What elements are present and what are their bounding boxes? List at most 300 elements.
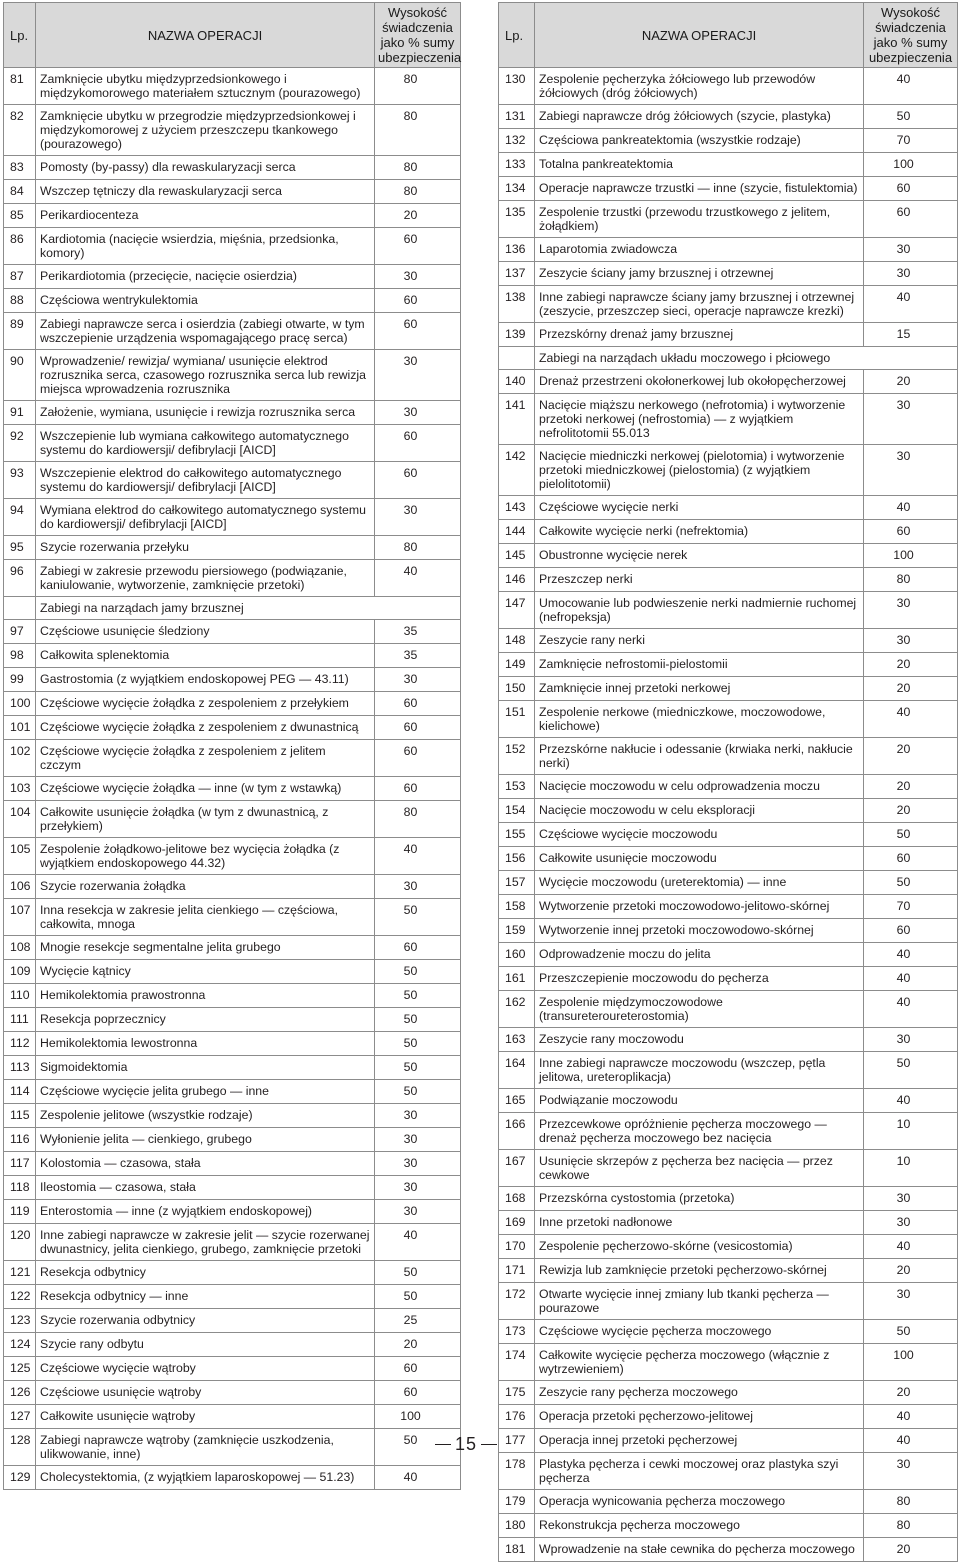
row-number: 103 [4, 777, 36, 801]
section-spacer [499, 347, 535, 370]
row-number: 101 [4, 716, 36, 740]
table-row [499, 1187, 958, 1211]
operation-name: Wymiana elektrod do całkowitego automatycznego systemu do kardiowersji/ defibrylacji [AICD] [36, 499, 375, 536]
benefit-percent: 50 [375, 1261, 461, 1285]
table-row [499, 775, 958, 799]
row-number: 129 [4, 1466, 36, 1490]
benefit-percent: 60 [375, 1381, 461, 1405]
benefit-percent: 50 [375, 899, 461, 936]
benefit-percent: 15 [864, 323, 958, 347]
operation-name: Całkowite wycięcie nerki (nefrektomia) [535, 520, 864, 544]
operation-name: Całkowite usunięcie moczowodu [535, 847, 864, 871]
table-row [4, 716, 461, 740]
table-row [499, 568, 958, 592]
table-row [4, 1381, 461, 1405]
row-number: 180 [499, 1514, 535, 1538]
operation-name: Nacięcie moczowodu w celu eksploracji [535, 799, 864, 823]
table-row [499, 871, 958, 895]
operation-name: Zabiegi w zakresie przewodu piersiowego (podwiązanie, kaniulowanie, wytworzenie, zamknięcie przetoki) [36, 560, 375, 597]
benefit-percent: 60 [864, 520, 958, 544]
row-number: 137 [499, 262, 535, 286]
operation-name: Częściowe usunięcie śledziony [36, 620, 375, 644]
row-number: 125 [4, 1357, 36, 1381]
benefit-percent: 20 [864, 370, 958, 394]
row-number: 93 [4, 462, 36, 499]
operation-name: Sigmoidektomia [36, 1056, 375, 1080]
table-row [4, 350, 461, 401]
table-row [4, 68, 461, 105]
row-number: 88 [4, 289, 36, 313]
row-number: 144 [499, 520, 535, 544]
row-number: 136 [499, 238, 535, 262]
benefit-percent: 80 [375, 105, 461, 156]
row-number: 179 [499, 1490, 535, 1514]
row-number: 135 [499, 201, 535, 238]
benefit-percent: 40 [864, 286, 958, 323]
benefit-percent: 100 [864, 1344, 958, 1381]
operation-name: Wszczep tętniczy dla rewaskularyzacji serca [36, 180, 375, 204]
row-number: 170 [499, 1235, 535, 1259]
operation-name: Przezskórny drenaż jamy brzusznej [535, 323, 864, 347]
row-number: 100 [4, 692, 36, 716]
table-row [4, 1285, 461, 1309]
row-number: 166 [499, 1113, 535, 1150]
table-row [4, 620, 461, 644]
row-number: 84 [4, 180, 36, 204]
row-number: 168 [499, 1187, 535, 1211]
operation-name: Hemikolektomia prawostronna [36, 984, 375, 1008]
operation-name: Zamknięcie ubytku międzyprzedsionkowego i międzykomorowego materiałem sztucznym (pourazowego) [36, 68, 375, 105]
row-number: 127 [4, 1405, 36, 1429]
row-number: 161 [499, 967, 535, 991]
benefit-percent: 10 [864, 1150, 958, 1187]
row-number: 92 [4, 425, 36, 462]
benefit-percent: 60 [375, 777, 461, 801]
row-number: 139 [499, 323, 535, 347]
benefit-percent: 80 [864, 1514, 958, 1538]
benefit-percent: 30 [375, 875, 461, 899]
benefit-percent: 60 [375, 313, 461, 350]
operation-name: Mnogie resekcje segmentalne jelita grubego [36, 936, 375, 960]
operation-name: Rekonstrukcja pęcherza moczowego [535, 1514, 864, 1538]
table-row [499, 153, 958, 177]
table-row [499, 496, 958, 520]
table-row [499, 394, 958, 445]
benefit-percent: 80 [864, 568, 958, 592]
row-number: 123 [4, 1309, 36, 1333]
row-number: 149 [499, 653, 535, 677]
row-number: 163 [499, 1028, 535, 1052]
benefit-percent: 30 [375, 401, 461, 425]
table-row [499, 738, 958, 775]
table-row [499, 991, 958, 1028]
row-number: 162 [499, 991, 535, 1028]
benefit-percent: 30 [375, 1128, 461, 1152]
table-row [499, 238, 958, 262]
row-number: 124 [4, 1333, 36, 1357]
row-number: 112 [4, 1032, 36, 1056]
benefit-percent: 20 [864, 1538, 958, 1562]
benefit-percent: 80 [864, 1490, 958, 1514]
benefit-percent: 20 [864, 653, 958, 677]
benefit-percent: 50 [375, 1285, 461, 1309]
operation-name: Operacja wynicowania pęcherza moczowego [535, 1490, 864, 1514]
row-number: 132 [499, 129, 535, 153]
operation-name: Zeszycie ściany jamy brzusznej i otrzewnej [535, 262, 864, 286]
table-row [4, 401, 461, 425]
operation-name: Obustronne wycięcie nerek [535, 544, 864, 568]
benefit-percent: 40 [375, 1466, 461, 1490]
table-row [499, 677, 958, 701]
row-number: 120 [4, 1224, 36, 1261]
row-number: 148 [499, 629, 535, 653]
operation-name: Operacje naprawcze trzustki — inne (szycie, fistulektomia) [535, 177, 864, 201]
operation-name: Częściowe wycięcie żołądka z zespoleniem z przełykiem [36, 692, 375, 716]
row-number: 133 [499, 153, 535, 177]
operation-name: Przeszczepienie moczowodu do pęcherza [535, 967, 864, 991]
operation-name: Założenie, wymiana, usunięcie i rewizja rozrusznika serca [36, 401, 375, 425]
operation-name: Szycie rozerwania przełyku [36, 536, 375, 560]
benefit-percent: 100 [375, 1405, 461, 1429]
row-number: 86 [4, 228, 36, 265]
benefit-percent: 30 [375, 265, 461, 289]
benefit-percent: 30 [864, 1028, 958, 1052]
table-row [499, 1344, 958, 1381]
benefit-percent: 30 [864, 238, 958, 262]
table-row [499, 1028, 958, 1052]
operation-name: Zespolenie pęcherzowo-skórne (vesicostomia) [535, 1235, 864, 1259]
operation-name: Inne przetoki nadłonowe [535, 1211, 864, 1235]
row-number: 151 [499, 701, 535, 738]
row-number: 160 [499, 943, 535, 967]
benefit-percent: 30 [375, 350, 461, 401]
operation-name: Częściowe wycięcie nerki [535, 496, 864, 520]
operation-name: Zamknięcie innej przetoki nerkowej [535, 677, 864, 701]
table-row [499, 1089, 958, 1113]
row-number: 96 [4, 560, 36, 597]
operation-name: Przeszczep nerki [535, 568, 864, 592]
row-number: 175 [499, 1381, 535, 1405]
table-row [499, 1429, 958, 1453]
operation-name: Zeszycie rany nerki [535, 629, 864, 653]
row-number: 140 [499, 370, 535, 394]
operation-name: Nacięcie miąższu nerkowego (nefrotomia) i wytworzenie przetoki nerkowej (nefrostomia) — z wyjątkiem nefrolitotomii 55.013 [535, 394, 864, 445]
benefit-percent: 20 [864, 799, 958, 823]
benefit-percent: 60 [375, 462, 461, 499]
row-number: 91 [4, 401, 36, 425]
benefit-percent: 80 [375, 156, 461, 180]
row-number: 111 [4, 1008, 36, 1032]
operation-name: Resekcja poprzecznicy [36, 1008, 375, 1032]
benefit-percent: 80 [375, 180, 461, 204]
benefit-percent: 40 [864, 1405, 958, 1429]
operation-name: Pomosty (by-passy) dla rewaskularyzacji serca [36, 156, 375, 180]
table-row [499, 1538, 958, 1562]
row-number: 85 [4, 204, 36, 228]
table-row [499, 943, 958, 967]
benefit-percent: 50 [864, 1052, 958, 1089]
table-row [4, 1176, 461, 1200]
benefit-percent: 60 [375, 1357, 461, 1381]
table-row [4, 1309, 461, 1333]
benefit-percent: 50 [864, 105, 958, 129]
table-row [4, 289, 461, 313]
header-name: NAZWA OPERACJI [36, 3, 375, 68]
table-row [4, 1466, 461, 1490]
row-number: 99 [4, 668, 36, 692]
operation-name: Wytworzenie innej przetoki moczowodowo-skórnej [535, 919, 864, 943]
table-row [4, 740, 461, 777]
table-row [4, 228, 461, 265]
table-row [4, 899, 461, 936]
table-row [499, 1283, 958, 1320]
table-row [4, 560, 461, 597]
operation-name: Częściowa wentrykulektomia [36, 289, 375, 313]
operation-name: Laparotomia zwiadowcza [535, 238, 864, 262]
table-header [4, 3, 461, 68]
benefit-percent: 30 [864, 1283, 958, 1320]
benefit-percent: 25 [375, 1309, 461, 1333]
operation-name: Całkowite wycięcie pęcherza moczowego (włącznie z wytrzewieniem) [535, 1344, 864, 1381]
operation-name: Umocowanie lub podwieszenie nerki nadmiernie ruchomej (nefropeksja) [535, 592, 864, 629]
row-number: 115 [4, 1104, 36, 1128]
operation-name: Rewizja lub zamknięcie przetoki pęcherzowo-skórnej [535, 1259, 864, 1283]
benefit-percent: 20 [864, 775, 958, 799]
row-number: 89 [4, 313, 36, 350]
operation-name: Hemikolektomia lewostronna [36, 1032, 375, 1056]
header-lp: Lp. [499, 3, 535, 68]
operation-name: Częściowe wycięcie żołądka z zespoleniem z jelitem czczym [36, 740, 375, 777]
table-row [499, 323, 958, 347]
benefit-percent: 30 [864, 1211, 958, 1235]
row-number: 104 [4, 801, 36, 838]
row-number: 181 [499, 1538, 535, 1562]
benefit-percent: 40 [864, 1089, 958, 1113]
table-row [499, 1235, 958, 1259]
row-number: 108 [4, 936, 36, 960]
benefit-percent: 100 [864, 153, 958, 177]
table-row [499, 201, 958, 238]
operation-name: Częściowe wycięcie jelita grubego — inne [36, 1080, 375, 1104]
operation-name: Inne zabiegi naprawcze ściany jamy brzusznej i otrzewnej (zeszycie, przeszczep sieci, operacje naprawcze krezki) [535, 286, 864, 323]
benefit-percent: 60 [375, 228, 461, 265]
operation-name: Resekcja odbytnicy — inne [36, 1285, 375, 1309]
operation-name: Cholecystektomia, (z wyjątkiem laparoskopowej — 51.23) [36, 1466, 375, 1490]
section-title: Zabiegi na narządach układu moczowego i płciowego [535, 347, 958, 370]
benefit-percent: 30 [375, 1104, 461, 1128]
row-number: 141 [499, 394, 535, 445]
benefit-percent: 80 [375, 801, 461, 838]
table-row [499, 653, 958, 677]
benefit-percent: 30 [864, 262, 958, 286]
benefit-percent: 60 [375, 936, 461, 960]
benefit-percent: 50 [375, 1032, 461, 1056]
table-header [499, 3, 958, 68]
operation-name: Wyłonienie jelita — cienkiego, grubego [36, 1128, 375, 1152]
operation-name: Wytworzenie przetoki moczowodowo-jelitowo-skórnej [535, 895, 864, 919]
row-number: 164 [499, 1052, 535, 1089]
benefit-percent: 80 [375, 536, 461, 560]
operation-name: Kolostomia — czasowa, stała [36, 1152, 375, 1176]
operation-name: Zeszycie rany moczowodu [535, 1028, 864, 1052]
table-row [4, 1056, 461, 1080]
table-row [4, 692, 461, 716]
benefit-percent: 30 [375, 1200, 461, 1224]
row-number: 174 [499, 1344, 535, 1381]
table-row [499, 544, 958, 568]
row-number: 157 [499, 871, 535, 895]
table-row [499, 68, 958, 105]
benefit-percent: 50 [375, 1429, 461, 1466]
benefit-percent: 30 [864, 445, 958, 496]
table-row [499, 1259, 958, 1283]
benefit-percent: 40 [375, 560, 461, 597]
row-number: 114 [4, 1080, 36, 1104]
operation-name: Zamknięcie ubytku w przegrodzie międzyprzedsionkowej i międzykomorowej z użyciem przeszczepu tkankowego (pourazowego) [36, 105, 375, 156]
benefit-percent: 40 [864, 1235, 958, 1259]
table-row [4, 644, 461, 668]
table-row [4, 1333, 461, 1357]
operation-name: Kardiotomia (nacięcie wsierdzia, mięśnia, przedsionka, komory) [36, 228, 375, 265]
row-number: 83 [4, 156, 36, 180]
benefit-percent: 60 [375, 425, 461, 462]
benefit-percent: 20 [864, 677, 958, 701]
row-number: 90 [4, 350, 36, 401]
row-number: 155 [499, 823, 535, 847]
benefit-percent: 40 [864, 967, 958, 991]
table-row [499, 520, 958, 544]
operation-name: Ileostomia — czasowa, stała [36, 1176, 375, 1200]
benefit-percent: 50 [375, 960, 461, 984]
row-number: 158 [499, 895, 535, 919]
operations-table-right [498, 2, 958, 1562]
table-row [499, 919, 958, 943]
operation-name: Wprowadzenie/ rewizja/ wymiana/ usunięcie elektrod rozrusznika serca, czasowego rozrusznika serca lub rewizja miejsca wprowadzenia rozrusznika [36, 350, 375, 401]
row-number: 116 [4, 1128, 36, 1152]
operation-name: Wycięcie kątnicy [36, 960, 375, 984]
table-row [4, 1008, 461, 1032]
table-row [499, 1381, 958, 1405]
benefit-percent: 60 [864, 177, 958, 201]
row-number: 119 [4, 1200, 36, 1224]
operation-name: Częściowa pankreatektomia (wszystkie rodzaje) [535, 129, 864, 153]
section-title: Zabiegi na narządach jamy brzusznej [36, 597, 461, 620]
table-row [4, 462, 461, 499]
benefit-percent: 50 [375, 984, 461, 1008]
benefit-percent: 50 [375, 1056, 461, 1080]
benefit-percent: 35 [375, 644, 461, 668]
header-value: Wysokość świadczenia jako % sumy ubezpieczenia [375, 3, 461, 68]
row-number: 122 [4, 1285, 36, 1309]
benefit-percent: 40 [375, 838, 461, 875]
operation-name: Zamknięcie nefrostomii-pielostomii [535, 653, 864, 677]
benefit-percent: 20 [864, 1381, 958, 1405]
benefit-percent: 60 [375, 289, 461, 313]
row-number: 131 [499, 105, 535, 129]
row-number: 117 [4, 1152, 36, 1176]
header-value: Wysokość świadczenia jako % sumy ubezpieczenia [864, 3, 958, 68]
benefit-percent: 50 [864, 823, 958, 847]
operation-name: Szycie rany odbytu [36, 1333, 375, 1357]
row-number: 167 [499, 1150, 535, 1187]
table-row [4, 156, 461, 180]
table-row [4, 1080, 461, 1104]
operation-name: Zabiegi naprawcze wątroby (zamknięcie uszkodzenia, ulikwowanie, inne) [36, 1429, 375, 1466]
benefit-percent: 20 [375, 204, 461, 228]
benefit-percent: 70 [864, 895, 958, 919]
table-row [4, 1200, 461, 1224]
operation-name: Perikardiocenteza [36, 204, 375, 228]
row-number: 165 [499, 1089, 535, 1113]
table-row [499, 823, 958, 847]
benefit-percent: 70 [864, 129, 958, 153]
table-row [499, 1320, 958, 1344]
operation-name: Przezskórne nakłucie i odessanie (krwiaka nerki, nakłucie nerki) [535, 738, 864, 775]
operation-name: Częściowe wycięcie moczowodu [535, 823, 864, 847]
benefit-percent: 20 [864, 1259, 958, 1283]
operation-name: Zeszycie rany pęcherza moczowego [535, 1381, 864, 1405]
operation-name: Enterostomia — inne (z wyjątkiem endoskopowej) [36, 1200, 375, 1224]
row-number: 159 [499, 919, 535, 943]
benefit-percent: 50 [375, 1080, 461, 1104]
operation-name: Drenaż przestrzeni okołonerkowej lub okołopęcherzowej [535, 370, 864, 394]
operation-name: Zespolenie żołądkowo-jelitowe bez wycięcia żołądka (z wyjątkiem endoskopowego 44.32) [36, 838, 375, 875]
table-row [499, 629, 958, 653]
operation-name: Operacja przetoki pęcherzowo-jelitowej [535, 1405, 864, 1429]
row-number: 150 [499, 677, 535, 701]
operation-name: Nacięcie miedniczki nerkowej (pielotomia) i wytworzenie przetoki miedniczkowej (pielostomia) (z wyjątkiem pielolitotomii) [535, 445, 864, 496]
table-row [499, 445, 958, 496]
table-row [499, 286, 958, 323]
table-row [4, 1104, 461, 1128]
operation-name: Zespolenie nerkowe (miedniczkowe, moczowodowe, kielichowe) [535, 701, 864, 738]
row-number: 146 [499, 568, 535, 592]
operation-name: Plastyka pęcherza i cewki moczowej oraz plastyka szyi pęcherza [535, 1453, 864, 1490]
row-number: 102 [4, 740, 36, 777]
row-number: 169 [499, 1211, 535, 1235]
page-number: 15 [455, 1434, 478, 1454]
operation-name: Totalna pankreatektomia [535, 153, 864, 177]
table-row [499, 847, 958, 871]
benefit-percent: 30 [375, 668, 461, 692]
table-row [4, 875, 461, 899]
operation-name: Częściowe wycięcie żołądka — inne (w tym z wstawką) [36, 777, 375, 801]
table-row [4, 668, 461, 692]
benefit-percent: 60 [864, 201, 958, 238]
table-row [4, 960, 461, 984]
table-row [499, 1052, 958, 1089]
table-row [4, 1405, 461, 1429]
table-row [4, 1357, 461, 1381]
header-lp: Lp. [4, 3, 36, 68]
operation-name: Inne zabiegi naprawcze moczowodu (wszczep, pętla jelitowa, ureteroplikacja) [535, 1052, 864, 1089]
operation-name: Zespolenie międzymoczowodowe (transureteroureterostomia) [535, 991, 864, 1028]
operation-name: Zabiegi naprawcze dróg żółciowych (szycie, plastyka) [535, 105, 864, 129]
benefit-percent: 10 [864, 1113, 958, 1150]
operation-name: Przezskórna cystostomia (przetoka) [535, 1187, 864, 1211]
benefit-percent: 60 [864, 847, 958, 871]
benefit-percent: 50 [864, 1320, 958, 1344]
header-name: NAZWA OPERACJI [535, 3, 864, 68]
row-number: 82 [4, 105, 36, 156]
row-number: 97 [4, 620, 36, 644]
row-number: 178 [499, 1453, 535, 1490]
operation-name: Częściowe wycięcie wątroby [36, 1357, 375, 1381]
operation-name: Zespolenie jelitowe (wszystkie rodzaje) [36, 1104, 375, 1128]
operation-name: Wszczepienie lub wymiana całkowitego automatycznego systemu do kardiowersji/ defibrylacji [AICD] [36, 425, 375, 462]
operation-name: Przezcewkowe opróżnienie pęcherza moczowego — drenaż pęcherza moczowego bez nacięcia [535, 1113, 864, 1150]
table-row [499, 799, 958, 823]
